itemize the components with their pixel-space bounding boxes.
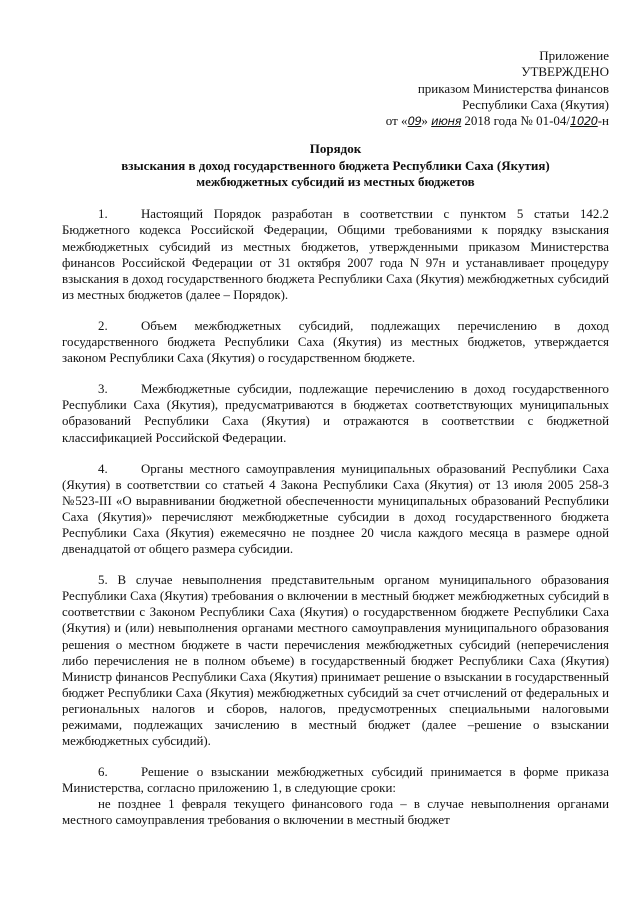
- paragraph-text: Решение о взыскании межбюджетных субсидий принимается в форме приказа Министерства, согласно приложению 1, в следующие сроки:: [62, 765, 609, 796]
- order-line: приказом Министерства финансов: [417, 80, 609, 96]
- date-prefix: от «: [385, 113, 408, 129]
- title-line-1: Порядок: [309, 141, 362, 157]
- paragraph-1: [62, 206, 609, 303]
- paragraph-5: [62, 572, 609, 749]
- appendix-label: Приложение: [539, 48, 609, 63]
- paragraph-number: 4.: [98, 461, 108, 476]
- paragraph-number: 1.: [98, 207, 108, 222]
- paragraph-text: не позднее 1 февраля текущего финансового года – в случае невыполнения органами местного самоуправления требования о включении в местный бюджет: [62, 797, 609, 828]
- order-date-line: [62, 113, 609, 129]
- paragraph-number: 3.: [98, 382, 108, 397]
- paragraph-4: [62, 461, 609, 558]
- paragraph-text: Органы местного самоуправления муниципальных образований Республики Саха (Якутия) в соответствии со статьей 4 Закона Республики Саха (Якутия) от 13 июля 2005 258-З №523-III «О выравнивании бюджетной обеспеченности муниципальных образований Республики Саха (Якутия)» перечисляют межбюджетные субсидии в доход государственного бюджета Республики Саха (Якутия) ежемесячно не позднее 20 числа каждого месяца в размере одной двенадцатой от общего размера субсидии.: [62, 461, 609, 557]
- date-year: 2018 года № 01-04/: [464, 113, 571, 129]
- date-mid: »: [421, 113, 428, 129]
- paragraph-text: Объем межбюджетных субсидий, подлежащих перечислению в доход государственного бюджета Республики Саха (Якутия) из местных бюджетов, утверждается законом Республики Саха (Якутия) о государственном бюджете.: [62, 318, 609, 366]
- paragraph-text: Межбюджетные субсидии, подлежащие перечислению в доход государственного Республики Саха (Якутия), предусматриваются в бюджетах соответствующих муниципальных образований Республики Саха (Якутия) и отражаются в соответствии с бюджетной классификацией Российской Федерации.: [62, 382, 609, 445]
- order-number: 1020: [570, 114, 598, 129]
- date-day: 09: [407, 114, 422, 129]
- paragraph-number: 6.: [98, 765, 108, 780]
- paragraph-3: [62, 381, 609, 445]
- paragraph-6-continuation: [62, 796, 609, 828]
- title-line-2: взыскания в доход государственного бюджета Республики Саха (Якутия): [121, 157, 550, 173]
- paragraph-6: [62, 764, 609, 796]
- document-title: [62, 141, 609, 190]
- date-month: июня: [431, 114, 462, 129]
- paragraph-text: 5. В случае невыполнения представительным органом муниципального образования Республики Саха (Якутия) требования о включении в местный бюджет межбюджетных субсидий в соответствии с Законом Республики Саха (Якутия) о государственном бюджете Республики Саха (Якутия) и (или) невыполнения органами местного самоуправления муниципального образования решения о местном бюджете в части перечисления межбюджетных субсидий (неперечисления либо перечисления не в полном объеме) в государственный бюджет Республики Саха (Якутия) Министр финансов Республики Саха (Якутия) принимает решение о взыскании в государственный бюджет Республики Саха (Якутия) межбюджетных субсидий за счет отчислений от федеральных и региональных налогов и сборов, налогов, предусмотренных специальными налоговыми режимами, подлежащих зачислению в местный бюджет (далее –решение о взыскании межбюджетных субсидий).: [62, 573, 609, 749]
- approval-block: [62, 48, 609, 129]
- approved-label: УТВЕРЖДЕНО: [521, 64, 609, 80]
- paragraph-2: [62, 318, 609, 366]
- republic-line: Республики Саха (Якутия): [462, 96, 609, 112]
- title-line-3: межбюджетных субсидий из местных бюджетов: [196, 174, 475, 190]
- paragraph-text: Настоящий Порядок разработан в соответствии с пунктом 5 статьи 142.2 Бюджетного кодекса Российской Федерации, Общими требованиями к порядку взыскания межбюджетных субсидий из местных бюджетов, утвержденными приказом Министерства финансов Российской Федерации от 31 октября 2007 года N 97н и устанавливает процедуру взыскания в доход государственного бюджета Республики Саха (Якутия) межбюджетных субсидий из местных бюджетов (далее – Порядок).: [62, 207, 609, 302]
- date-suffix: -н: [597, 113, 609, 129]
- paragraph-number: 2.: [98, 318, 108, 333]
